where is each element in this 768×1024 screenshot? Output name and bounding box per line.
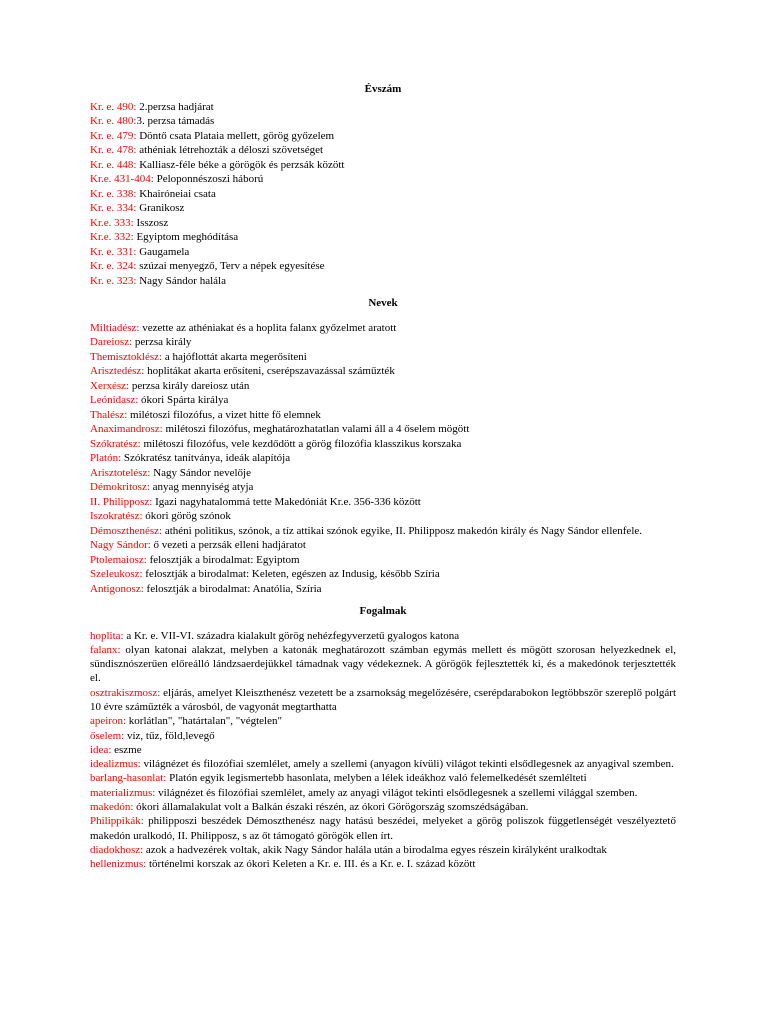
nevek-entry-term: Démokritosz: <box>90 481 150 493</box>
fogalmak-entry <box>90 857 676 871</box>
fogalmak-entry-term: Philippikák: <box>90 815 144 828</box>
nevek-entry-description: vezette az athéniakat és a hoplita falanx győzelmet aratott <box>139 321 397 334</box>
fogalmak-entry-description: világnézet és filozófiai szemlélet, amely az anyagi világot tekinti elsődlegesnek a szellemi világgal szemben. <box>155 786 638 799</box>
evszam-entry-description: Nagy Sándor halála <box>136 274 226 287</box>
fogalmak-entry-term: diadokhosz: <box>90 843 144 856</box>
evszam-entry-term: Kr. e. 490: <box>90 100 137 113</box>
nevek-entry <box>90 582 676 597</box>
nevek-entry <box>90 408 676 423</box>
evszam-entry-description: szúzai menyegző, Terv a népek egyesítése <box>136 260 325 272</box>
nevek-entry <box>90 480 676 495</box>
nevek-entry <box>90 553 676 568</box>
fogalmak-entry-description: philipposzi beszédek Démoszthenész nagy hatású beszédei, melyeket a görög poliszok függetlenségét veszélyeztető makedón uralkodó, II. Philipposz, s az őt támogató görögök ellen írt. <box>90 815 676 842</box>
nevek-entry <box>90 538 676 553</box>
evszam-entry <box>90 201 676 216</box>
fogalmak-entry-description: történelmi korszak az ókori Keleten a Kr. e. III. és a Kr. e. I. század között <box>146 858 476 871</box>
evszam-entry-term: Kr. e. 478: <box>90 144 137 156</box>
fogalmak-entry <box>90 643 676 686</box>
nevek-entry <box>90 422 676 437</box>
nevek-entry-description: ókori görög szónok <box>142 510 231 522</box>
evszam-entry <box>90 114 676 129</box>
nevek-entry-term: Démoszthenész: <box>90 524 163 537</box>
section-title-nevek: Nevek <box>368 297 398 309</box>
fogalmak-entry-description: eljárás, amelyet Kleiszthenész vezetett be a zsarnokság megelőzésére, cserépdarabokon legtöbbször szereplő polgárt 10 évre száműzték a városból, de vagyonát megtarthatta <box>90 686 676 713</box>
nevek-entry <box>90 379 676 394</box>
evszam-entry-term: Kr. e. 324: <box>90 260 137 272</box>
evszam-entry-description: Peloponnészoszi háború <box>153 173 264 185</box>
nevek-entry-description: milétoszi filozófus, vele kezdődött a görög filozófia klasszikus korszaka <box>140 437 462 450</box>
nevek-entry-term: Szeleukosz: <box>90 568 143 580</box>
evszam-entry-description: Khairóneiai csata <box>136 187 216 200</box>
fogalmak-entry-term: hellenizmus: <box>90 858 147 871</box>
fogalmak-entry <box>90 786 676 800</box>
evszam-entry <box>90 100 676 115</box>
section-title-evszam: Évszám <box>364 83 402 95</box>
nevek-entry <box>90 350 676 365</box>
fogalmak-entry-term: falanx: <box>90 643 121 656</box>
fogalmak-entry <box>90 743 676 757</box>
nevek-entry-term: Xerxész: <box>90 379 130 392</box>
fogalmak-entry-description: eszme <box>111 743 142 756</box>
nevek-entry-description: anyag mennyiség atyja <box>149 481 254 493</box>
nevek-entry <box>90 364 676 379</box>
evszam-entry-description: athéniak létrehozták a déloszi szövetséget <box>136 144 324 156</box>
evszam-entry <box>90 158 676 173</box>
evszam-entry-term: Kr. e. 480: <box>90 115 137 127</box>
evszam-entry <box>90 259 676 274</box>
fogalmak-entry <box>90 714 676 728</box>
evszam-entry-term: Kr. e. 448: <box>90 158 137 171</box>
evszam-entry-term: Kr.e. 431-404: <box>90 173 154 185</box>
nevek-entry-term: Antigonosz: <box>90 582 144 595</box>
fogalmak-entry-term: apeiron: <box>90 715 127 728</box>
nevek-entry-description: Nagy Sándor nevelője <box>150 466 251 479</box>
fogalmak-entry-description: világnézet és filozófiai szemlélet, amely a szellemi (anyagon kívüli) világot tekinti elsődlegesnek az anyagival szemben. <box>140 758 674 771</box>
fogalmak-entry-description: a Kr. e. VII-VI. századra kialakult görög nehézfegyverzetű gyalogos katona <box>123 629 460 642</box>
fogalmak-entry <box>90 629 676 643</box>
fogalmak-entry-description: Platón egyik legismertebb hasonlata, melyben a lélek ideákhoz való felemelkedését szemlélteti <box>166 772 587 785</box>
evszam-entry-description: Granikosz <box>136 202 185 214</box>
document-page <box>90 82 676 872</box>
nevek-entry-term: Thalész: <box>90 408 128 421</box>
evszam-entry-description: Isszosz <box>133 216 169 229</box>
nevek-entry-term: Miltiadész: <box>90 321 140 334</box>
evszam-entry <box>90 143 676 158</box>
fogalmak-entry-description: ókori államalakulat volt a Balkán északi részén, az ókori Görögország szomszédságában. <box>133 801 529 814</box>
fogalmak-entry-term: makedón: <box>90 801 134 814</box>
fogalmak-entry <box>90 729 676 743</box>
evszam-entry-term: Kr. e. 338: <box>90 187 137 200</box>
nevek-entry-description: Szókratész tanítványa, ideák alapítója <box>121 452 291 464</box>
fogalmak-entry-term: materializmus: <box>90 786 156 799</box>
section-nevek <box>90 321 676 597</box>
nevek-entry-term: II. Philipposz: <box>90 495 153 508</box>
nevek-entry-description: perzsa király <box>132 336 192 348</box>
evszam-entry <box>90 129 676 144</box>
nevek-entry-term: Iszokratész: <box>90 510 143 522</box>
nevek-entry <box>90 466 676 481</box>
evszam-entry-term: Kr.e. 332: <box>90 231 134 243</box>
evszam-entry <box>90 245 676 260</box>
evszam-entry-term: Kr. e. 334: <box>90 202 137 214</box>
nevek-entry-description: Igazi nagyhatalommá tette Makedóniát Kr.e. 356-336 között <box>152 495 421 508</box>
nevek-entry-description: milétoszi filozófus, a vizet hitte fő elemnek <box>127 408 321 421</box>
nevek-entry <box>90 451 676 466</box>
section-fogalmak <box>90 629 676 872</box>
section-evszam <box>90 100 676 289</box>
nevek-entry-description: milétoszi filozófus, meghatározhatatlan valami áll a 4 őselem mögött <box>162 423 470 435</box>
nevek-entry <box>90 335 676 350</box>
fogalmak-entry-term: barlang-hasonlat: <box>90 772 167 785</box>
fogalmak-entry-term: őselem: <box>90 729 125 742</box>
nevek-entry-description: athéni politikus, szónok, a tíz attikai szónok egyike, II. Philipposz makedón király és Nagy Sándor ellenfele. <box>162 524 643 537</box>
fogalmak-entry-description: azok a hadvezérek voltak, akik Nagy Sándor halála után a birodalma egyes részein királyként uralkodtak <box>143 843 607 856</box>
nevek-entry-description: ókori Spárta királya <box>138 394 229 406</box>
nevek-entry-description: felosztják a birodalmat: Egyiptom <box>146 553 300 566</box>
fogalmak-entry-description: víz, tűz, föld,levegő <box>124 729 215 742</box>
evszam-entry <box>90 187 676 202</box>
evszam-entry <box>90 274 676 289</box>
nevek-entry <box>90 509 676 524</box>
nevek-entry-term: Nagy Sándor: <box>90 539 151 551</box>
evszam-entry-description: Egyiptom meghódítása <box>133 231 239 243</box>
fogalmak-entry <box>90 757 676 771</box>
evszam-entry-term: Kr. e. 323: <box>90 274 137 287</box>
nevek-entry-term: Platón: <box>90 452 122 464</box>
evszam-entry-description: Döntő csata Plataia mellett, görög győzelem <box>136 129 335 142</box>
evszam-entry <box>90 216 676 231</box>
nevek-entry-term: Anaximandrosz: <box>90 423 163 435</box>
fogalmak-entry-description: olyan katonai alakzat, melyben a katonák meghatározott számban egymás mellett és mögött szorosan helyezkednek el, sündisznószerűen előreálló lándzsaerdejükkel támadnak vagy védekeznek. A görögök fejlesztették ki, és a makedónok terjesztették el. <box>90 643 676 685</box>
fogalmak-entry <box>90 814 676 843</box>
nevek-entry-description: perzsa király dareiosz után <box>129 379 250 392</box>
nevek-entry-description: felosztják a birodalmat: Keleten, egészen az Indusig, később Szíria <box>142 568 440 580</box>
evszam-entry-term: Kr. e. 479: <box>90 129 137 142</box>
nevek-entry <box>90 524 676 539</box>
fogalmak-entry-term: hoplita: <box>90 629 124 642</box>
nevek-entry-description: a hajóflottát akarta megerősíteni <box>162 350 307 363</box>
evszam-entry <box>90 172 676 187</box>
evszam-entry <box>90 230 676 245</box>
nevek-entry-term: Szókratész: <box>90 437 141 450</box>
nevek-entry <box>90 437 676 452</box>
evszam-entry-term: Kr.e. 333: <box>90 216 134 229</box>
nevek-entry-term: Themisztoklész: <box>90 350 163 363</box>
fogalmak-entry-term: osztrakiszmosz: <box>90 686 161 699</box>
nevek-entry-description: ő vezeti a perzsák elleni hadjáratot <box>150 539 306 551</box>
fogalmak-entry <box>90 771 676 785</box>
nevek-entry-term: Leónidasz: <box>90 394 139 406</box>
nevek-entry-term: Arisztotelész: <box>90 466 151 479</box>
nevek-entry <box>90 567 676 582</box>
evszam-entry-description: 2.perzsa hadjárat <box>136 100 214 113</box>
evszam-entry-description: 3. perzsa támadás <box>136 115 215 127</box>
evszam-entry-term: Kr. e. 331: <box>90 245 137 258</box>
section-title-fogalmak: Fogalmak <box>359 605 407 617</box>
nevek-entry-term: Arisztedész: <box>90 365 145 377</box>
nevek-entry <box>90 321 676 336</box>
evszam-entry-description: Gaugamela <box>136 245 190 258</box>
fogalmak-entry <box>90 686 676 715</box>
nevek-entry <box>90 495 676 510</box>
nevek-entry-term: Ptolemaiosz: <box>90 553 147 566</box>
fogalmak-entry <box>90 800 676 814</box>
fogalmak-entry-term: idealizmus: <box>90 758 141 771</box>
fogalmak-entry-description: korlátlan", "határtalan", "végtelen" <box>126 715 282 728</box>
fogalmak-entry-term: idea: <box>90 743 112 756</box>
nevek-entry-description: hoplitákat akarta erősíteni, cserépszavazással száműzték <box>144 365 395 377</box>
nevek-entry-term: Dareiosz: <box>90 336 133 348</box>
evszam-entry-description: Kalliasz-féle béke a görögök és perzsák között <box>136 158 345 171</box>
fogalmak-entry <box>90 843 676 857</box>
nevek-entry <box>90 393 676 408</box>
nevek-entry-description: felosztják a birodalmat: Anatólia, Szíria <box>143 582 322 595</box>
